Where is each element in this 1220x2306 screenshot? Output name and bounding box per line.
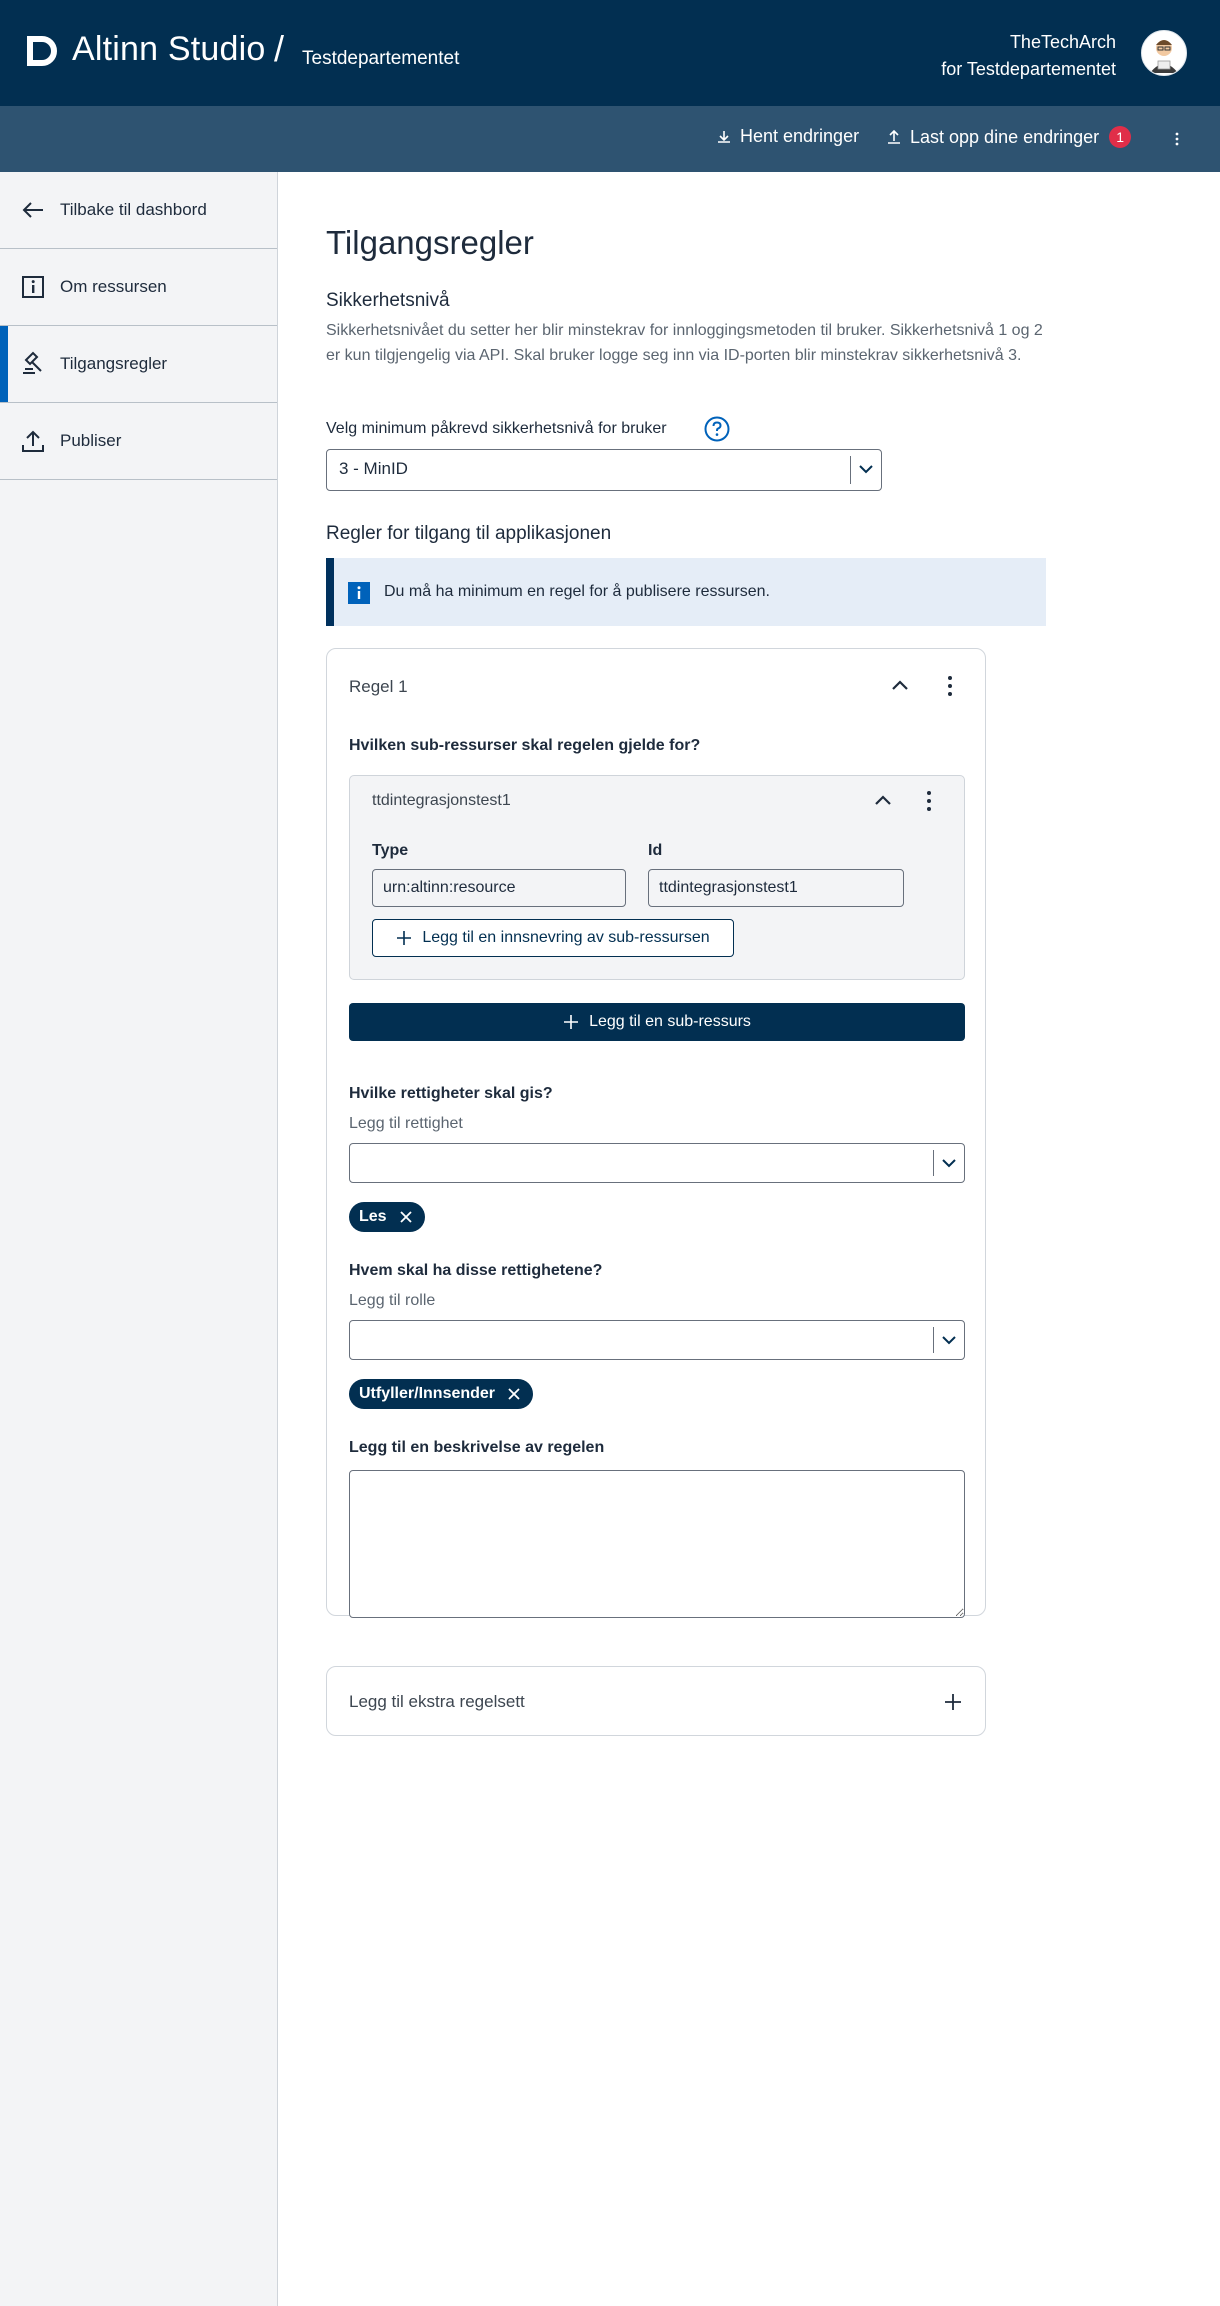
- info-alert: [326, 558, 1046, 626]
- more-menu-icon[interactable]: [1174, 130, 1180, 148]
- id-label: Id: [648, 842, 663, 859]
- right-chip-les[interactable]: [349, 1202, 425, 1232]
- user-info[interactable]: [941, 29, 1116, 83]
- chevron-up-icon[interactable]: [874, 794, 892, 806]
- rights-select-label: Legg til rettighet: [349, 1115, 463, 1132]
- subresource-menu-icon[interactable]: [926, 790, 932, 812]
- app-name[interactable]: Altinn Studio: [72, 30, 266, 68]
- upload-icon: [886, 129, 902, 145]
- sidebar-item-about-resource[interactable]: [0, 249, 277, 326]
- roles-select[interactable]: [349, 1320, 965, 1360]
- user-org: for Testdepartementet: [941, 59, 1116, 79]
- close-icon: [507, 1387, 521, 1401]
- header-separator: /: [274, 28, 285, 69]
- security-select-label: Velg minimum påkrevd sikkerhetsnivå for bruker: [326, 420, 667, 437]
- sidebar-item-publish[interactable]: [0, 403, 277, 480]
- rule-description-textarea[interactable]: [349, 1470, 965, 1618]
- help-icon[interactable]: [704, 416, 730, 442]
- security-description: Sikkerhetsnivået du setter her blir minstekrav for innloggingsmetoden til bruker. Sikkerhetsnivå 1 og 2 er kun tilgjengelig via API. Skal bruker logge seg inn via ID-porten blir minstekrav sikkerhetsnivå 3.: [326, 322, 1043, 364]
- select-divider: [933, 1327, 934, 1353]
- add-extra-ruleset-button[interactable]: [326, 1666, 986, 1736]
- sidebar-item-access-rules[interactable]: [0, 326, 277, 403]
- sidebar-item-label: Tilgangsregler: [60, 354, 168, 373]
- add-narrowing-button[interactable]: [372, 919, 734, 957]
- info-text: Du må ha minimum en regel for å publisere ressursen.: [384, 583, 770, 600]
- rights-question: Hvilke rettigheter skal gis?: [349, 1085, 553, 1102]
- changes-count-badge: 1: [1109, 126, 1131, 148]
- info-icon: [348, 582, 370, 604]
- sidebar-item-label: Publiser: [60, 431, 122, 450]
- chip-label: Utfyller/Innsender: [359, 1385, 496, 1402]
- type-label: Type: [372, 842, 409, 859]
- select-divider: [933, 1150, 934, 1176]
- chevron-down-icon: [941, 1157, 957, 1169]
- fetch-changes-label: Hent endringer: [740, 126, 860, 146]
- top-header: [0, 0, 1220, 106]
- type-input[interactable]: urn:altinn:resource: [372, 869, 626, 907]
- description-label: Legg til en beskrivelse av regelen: [349, 1439, 605, 1456]
- rule-title: Regel 1: [349, 677, 408, 696]
- sidebar-item-label: Om ressursen: [60, 277, 167, 296]
- subresource-question: Hvilken sub-ressurser skal regelen gjelde for?: [349, 737, 701, 754]
- subresource-title: ttdintegrasjonstest1: [372, 792, 511, 809]
- rule-card: [326, 648, 986, 1616]
- close-icon: [399, 1210, 413, 1224]
- repo-toolbar: [0, 106, 1220, 172]
- id-input[interactable]: ttdintegrasjonstest1: [648, 869, 904, 907]
- rules-heading: Regler for tilgang til applikasjonen: [326, 523, 612, 544]
- chevron-down-icon: [941, 1334, 957, 1346]
- upload-changes-button[interactable]: [886, 126, 1131, 148]
- rule-menu-icon[interactable]: [947, 675, 953, 697]
- avatar-icon: [1142, 31, 1186, 75]
- arrow-left-icon: [20, 197, 46, 223]
- org-name: Testdepartementet: [302, 48, 460, 69]
- role-chip-utfyller[interactable]: [349, 1379, 533, 1409]
- user-name: TheTechArch: [1009, 32, 1116, 52]
- chevron-up-icon[interactable]: [891, 679, 909, 691]
- add-narrowing-label: Legg til en innsnevring av sub-ressursen: [422, 929, 710, 946]
- security-level-value: 3 - MinID: [339, 459, 408, 478]
- info-square-icon: [20, 274, 46, 300]
- chevron-down-icon: [858, 463, 874, 475]
- select-divider: [850, 456, 851, 484]
- sidebar-item-back-to-dashboard[interactable]: [0, 172, 277, 249]
- sidebar-item-label: Tilbake til dashbord: [60, 200, 207, 219]
- upload-changes-label: Last opp dine endringer: [910, 126, 1100, 147]
- fetch-changes-button[interactable]: [716, 126, 859, 147]
- add-subresource-button[interactable]: [349, 1003, 965, 1041]
- subresource-card: [349, 775, 965, 980]
- page-title: Tilgangsregler: [326, 224, 534, 261]
- roles-select-label: Legg til rolle: [349, 1292, 436, 1309]
- rights-select[interactable]: [349, 1143, 965, 1183]
- plus-icon: [563, 1014, 579, 1030]
- altinn-logo-icon[interactable]: [26, 35, 58, 67]
- security-level-select[interactable]: [326, 449, 882, 491]
- avatar[interactable]: [1141, 30, 1187, 76]
- upload-icon: [20, 428, 46, 454]
- roles-question: Hvem skal ha disse rettighetene?: [349, 1262, 603, 1279]
- plus-icon: [944, 1693, 962, 1711]
- gavel-icon: [20, 351, 46, 377]
- download-icon: [716, 129, 732, 145]
- add-subresource-label: Legg til en sub-ressurs: [589, 1013, 751, 1030]
- extra-ruleset-label: Legg til ekstra regelsett: [349, 1692, 525, 1711]
- plus-icon: [396, 930, 412, 946]
- security-heading: Sikkerhetsnivå: [326, 290, 450, 311]
- chip-label: Les: [359, 1208, 387, 1225]
- sidebar: [0, 172, 278, 2306]
